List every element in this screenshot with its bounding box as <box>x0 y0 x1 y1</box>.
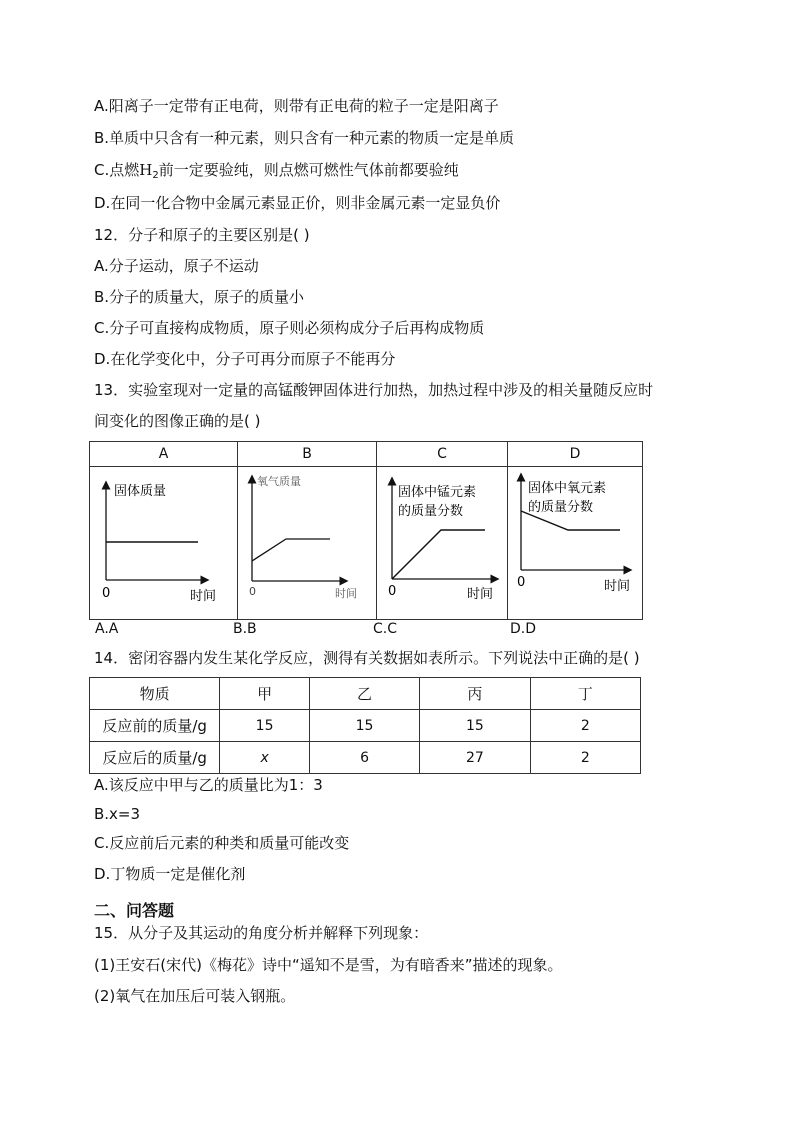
q13-answer-b: B.B <box>233 621 257 637</box>
graph-b-cell <box>238 467 377 620</box>
graph-c-curve <box>392 530 485 579</box>
hydrogen-formula: H <box>139 161 153 179</box>
q11-option-c <box>94 160 459 186</box>
table-row <box>90 710 641 742</box>
q13-answer-a: A.A <box>95 621 119 637</box>
table-cell: 15 <box>420 710 530 742</box>
graph-b-xlabel: 时间 <box>335 587 357 600</box>
graph-c-origin: 0 <box>388 584 397 599</box>
q14-option-c: C.反应前后元素的种类和质量可能改变 <box>94 834 350 852</box>
q12-option-a: A.分子运动，原子不运动 <box>94 257 259 275</box>
table-cell: 反应后的质量/g <box>90 742 220 774</box>
q14-option-b: B.x=3 <box>94 805 141 823</box>
graph-b-header: B <box>238 442 377 467</box>
table-header-cell: 乙 <box>309 678 419 710</box>
table-header-cell: 物质 <box>90 678 220 710</box>
q13-graph-table <box>89 441 643 620</box>
graph-b-origin: 0 <box>249 585 256 598</box>
table-cell: 2 <box>530 710 640 742</box>
q11-option-c-prefix: C.点燃 <box>94 161 140 179</box>
table-header-cell: 甲 <box>220 678 310 710</box>
graph-d-cell <box>508 467 643 620</box>
q13-stem-line2: 间变化的图像正确的是( ) <box>94 412 261 430</box>
table-cell: 反应前的质量/g <box>90 710 220 742</box>
graph-d-ylabel-line1: 固体中氧元素 <box>528 481 607 496</box>
q15-sub2: (2)氧气在加压后可装入钢瓶。 <box>94 987 296 1005</box>
q12-stem: 12．分子和原子的主要区别是( ) <box>94 226 310 244</box>
q11-option-d: D.在同一化合物中金属元素显正价，则非金属元素一定显负价 <box>94 194 501 212</box>
q13-answer-c: C.C <box>373 621 398 637</box>
graph-b-ylabel: 氧气质量 <box>257 475 301 488</box>
graph-d-header: D <box>508 442 643 467</box>
table-cell: 15 <box>309 710 419 742</box>
graph-d-xlabel: 时间 <box>604 579 631 594</box>
graph-d <box>508 467 642 619</box>
table-header-cell: 丙 <box>420 678 530 710</box>
q11-option-a: A.阳离子一定带有正电荷，则带有正电荷的粒子一定是阳离子 <box>94 97 499 115</box>
table-header-cell: 丁 <box>530 678 640 710</box>
graph-b-curve <box>252 539 330 561</box>
graph-c-ylabel-line2: 的质量分数 <box>398 504 464 519</box>
q14-data-table <box>89 677 641 774</box>
q14-option-a: A.该反应中甲与乙的质量比为1：3 <box>94 776 323 794</box>
q15-stem: 15．从分子及其运动的角度分析并解释下列现象： <box>94 924 429 942</box>
graph-c <box>377 467 507 619</box>
graph-c-ylabel-line1: 固体中锰元素 <box>398 485 477 500</box>
graph-d-origin: 0 <box>517 575 526 590</box>
table-cell: x <box>220 742 310 774</box>
q11-option-c-suffix: 前一定要验纯，则点燃可燃性气体前都要验纯 <box>158 161 459 179</box>
hydrogen-subscript: 2 <box>152 170 159 181</box>
graph-a-origin: 0 <box>102 586 111 601</box>
graph-c-cell <box>377 467 508 620</box>
table-row <box>90 678 641 710</box>
q12-option-c: C.分子可直接构成物质，原子则必须构成分子后再构成物质 <box>94 319 485 337</box>
q14-option-d: D.丁物质一定是催化剂 <box>94 865 246 883</box>
graph-a-xlabel: 时间 <box>190 589 217 604</box>
graph-a-ylabel: 固体质量 <box>114 484 167 499</box>
q13-answer-d: D.D <box>510 621 537 637</box>
graph-c-xlabel: 时间 <box>467 587 494 602</box>
table-cell: 27 <box>420 742 530 774</box>
table-cell: 2 <box>530 742 640 774</box>
section-title: 二、问答题 <box>94 901 175 920</box>
table-cell: 6 <box>309 742 419 774</box>
q14-stem: 14．密闭容器内发生某化学反应，测得有关数据如表所示。下列说法中正确的是( ) <box>94 649 640 667</box>
graph-c-header: C <box>377 442 508 467</box>
q12-option-b: B.分子的质量大，原子的质量小 <box>94 288 305 306</box>
graph-a-cell <box>90 467 238 620</box>
graph-a-header: A <box>90 442 238 467</box>
q12-option-d: D.在化学变化中，分子可再分而原子不能再分 <box>94 350 396 368</box>
graph-d-ylabel-line2: 的质量分数 <box>528 500 594 515</box>
q13-stem-line1: 13．实验室现对一定量的高锰酸钾固体进行加热，加热过程中涉及的相关量随反应时 <box>94 381 654 399</box>
q11-option-b: B.单质中只含有一种元素，则只含有一种元素的物质一定是单质 <box>94 129 515 147</box>
table-cell: 15 <box>220 710 310 742</box>
graph-a <box>90 467 237 619</box>
q15-sub1: (1)王安石(宋代)《梅花》诗中“遥知不是雪，为有暗香来”描述的现象。 <box>94 956 563 974</box>
graph-b <box>238 467 376 619</box>
table-row <box>90 742 641 774</box>
